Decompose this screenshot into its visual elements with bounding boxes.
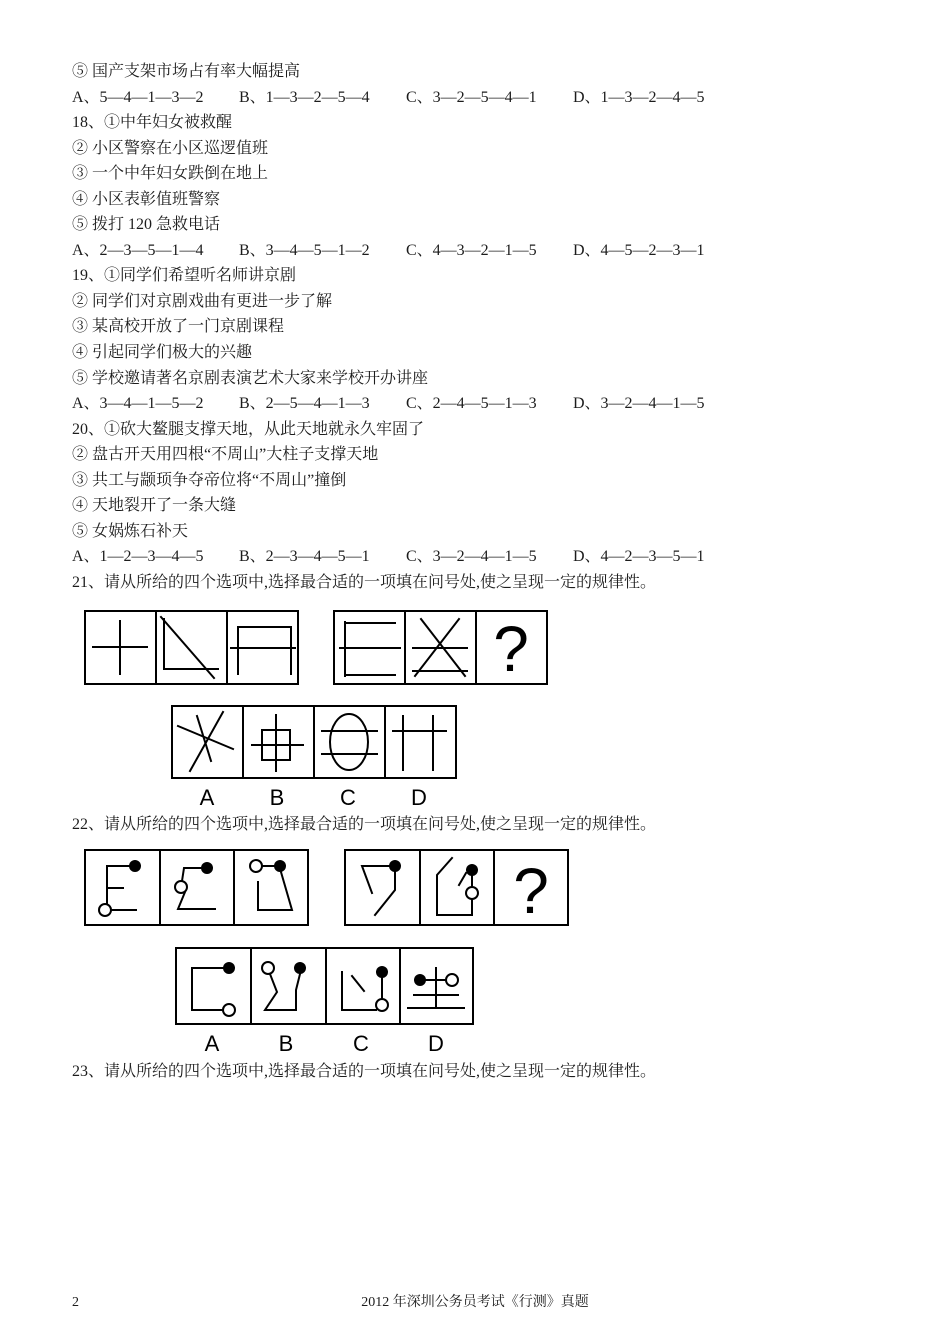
path-stroke — [258, 872, 292, 910]
fig21-question-cell-2 — [161, 617, 218, 678]
q21-stem: 请从所给的四个选项中,选择最合适的一项填在问号处,使之呈现一定的规律性。 — [104, 573, 657, 591]
q18-options — [72, 238, 740, 264]
fig22-option-c — [342, 966, 388, 1011]
fig21-option-a — [178, 712, 233, 771]
fig22-options-frame — [176, 948, 473, 1024]
fig22-question-cell-2 — [175, 862, 215, 909]
path-stroke — [437, 858, 472, 915]
q19-option-c: C、2—4—5—1—3 — [406, 395, 537, 413]
q18-option-b: B、3—4—5—1—2 — [239, 241, 370, 259]
q18-option-d: D、4—5—2—3—1 — [573, 241, 705, 259]
hollow-dot — [446, 974, 458, 986]
prev-option-d: D、1—3—2—4—5 — [573, 88, 705, 106]
path-stroke — [375, 872, 395, 915]
footer-title: 2012 年深圳公务员考试《行测》真题 — [361, 1295, 589, 1310]
hollow-dot — [99, 904, 111, 916]
fig22-question-cell-4 — [362, 860, 401, 915]
q20-item-2: ② 盘古开天用四根“不周山”大柱子支撑天地 — [72, 446, 379, 464]
q19-option-a: A、3—4—1—5—2 — [72, 395, 204, 413]
fig21-question-cell-6 — [493, 613, 529, 685]
q18-item-2: ② 小区警察在小区巡逻值班 — [72, 139, 269, 157]
filled-dot — [414, 974, 426, 986]
prev-question-item-5: ⑤ 国产支架市场占有率大幅提高 — [72, 63, 301, 80]
figure-21 — [0, 600, 950, 815]
q19-item-3: ③ 某高校开放了一门京剧课程 — [72, 318, 285, 336]
diagonal-line — [459, 873, 466, 885]
hollow-dot — [223, 1004, 235, 1016]
fig22-option-label-c: C — [353, 1031, 369, 1056]
q22-stem-line — [72, 812, 656, 838]
fig21-question-cell-1 — [93, 621, 147, 674]
prev-question-options — [72, 85, 740, 111]
fig22-option-a — [192, 962, 235, 1016]
q21-stem-line — [72, 570, 740, 596]
fig21-question-cell-5 — [413, 619, 467, 676]
question-mark: ? — [513, 855, 549, 927]
q19-item-5: ⑤ 学校邀请著名京剧表演艺术大家来学校开办讲座 — [72, 369, 429, 387]
q19-item-1: ①同学们希望听名师讲京剧 — [104, 267, 297, 285]
diagonal-line — [190, 712, 223, 771]
fig21-option-label-c: C — [340, 785, 356, 810]
q18-item-5: ⑤ 拨打 120 急救电话 — [72, 216, 221, 234]
hollow-dot — [250, 860, 262, 872]
fig22-question-cell-5 — [437, 858, 478, 915]
prev-option-a: A、5—4—1—3—2 — [72, 88, 204, 106]
fig22-option-label-b: B — [278, 1031, 294, 1056]
fig22-option-label-a: A — [204, 1031, 220, 1056]
q18-item-1: ①中年妇女被救醒 — [104, 114, 233, 132]
fig21-option-c — [322, 714, 377, 770]
q18-item-3: ③ 一个中年妇女跌倒在地上 — [72, 165, 269, 183]
fig22-option-d — [408, 968, 464, 1008]
filled-dot — [389, 860, 401, 872]
fig21-question-cell-3 — [231, 627, 295, 674]
filled-dot — [376, 966, 388, 978]
fig21-option-d — [393, 716, 446, 770]
fig22-option-label-d: D — [428, 1031, 444, 1056]
filled-dot — [201, 862, 213, 874]
hollow-dot — [376, 999, 388, 1011]
fig22-question-cell-1 — [99, 860, 141, 916]
q19-number: 19、 — [72, 267, 105, 285]
q20-item-4: ④ 天地裂开了一条大缝 — [72, 497, 237, 515]
path-stroke — [192, 968, 223, 1010]
fig21-option-label-b: B — [269, 785, 285, 810]
fig21-option-b — [252, 715, 303, 771]
q19-options — [72, 391, 740, 417]
q22-stem: 请从所给的四个选项中,选择最合适的一项填在问号处,使之呈现一定的规律性。 — [104, 816, 657, 833]
fig22-question-cell-3 — [250, 860, 292, 910]
ellipse — [330, 714, 368, 770]
hollow-dot — [262, 962, 274, 974]
q20-option-d: D、4—2—3—5—1 — [573, 548, 705, 566]
q19-item-4: ④ 引起同学们极大的兴趣 — [72, 344, 253, 362]
hollow-dot — [466, 887, 478, 899]
q19-option-b: B、2—5—4—1—3 — [239, 395, 370, 413]
filled-dot — [274, 860, 286, 872]
q22-stem-block — [72, 812, 656, 838]
fig22-option-b — [262, 962, 306, 1010]
q23-stem-line — [72, 1059, 656, 1085]
q19-item-2: ② 同学们对京剧戏曲有更进一步了解 — [72, 292, 333, 310]
path-stroke — [107, 866, 129, 904]
page-footer — [0, 1293, 950, 1313]
q23-stem: 请从所给的四个选项中,选择最合适的一项填在问号处,使之呈现一定的规律性。 — [104, 1063, 657, 1080]
fig21-question-cell-4 — [340, 622, 400, 676]
q18-item-4: ④ 小区表彰值班警察 — [72, 190, 221, 208]
figure-22 — [0, 840, 950, 1060]
q20-option-c: C、3—2—4—1—5 — [406, 548, 537, 566]
path-stroke — [342, 972, 376, 1010]
path-stroke — [265, 974, 300, 1010]
question-mark: ? — [493, 613, 529, 685]
q20-item-3: ③ 共工与颛顼争夺帝位将“不周山”撞倒 — [72, 471, 347, 489]
fig21-option-label-d: D — [411, 785, 427, 810]
q18-first-line — [72, 110, 740, 136]
q18-option-a: A、2—3—5—1—4 — [72, 241, 204, 259]
diagonal-line — [352, 976, 364, 991]
filled-dot — [129, 860, 141, 872]
q20-option-b: B、2—3—4—5—1 — [239, 548, 370, 566]
filled-dot — [223, 962, 235, 974]
path-stroke — [362, 866, 389, 893]
path-stroke — [178, 892, 215, 909]
filled-dot — [466, 864, 478, 876]
page-number: 2 — [72, 1295, 79, 1310]
q20-item-1: ①砍大鳌腿支撑天地，从此天地就永久牢固了 — [104, 420, 425, 438]
q20-item-5: ⑤ 女娲炼石补天 — [72, 522, 189, 540]
q20-number: 20、 — [72, 420, 105, 438]
q20-first-line — [72, 417, 740, 443]
prev-option-b: B、1—3—2—5—4 — [239, 88, 370, 106]
filled-dot — [294, 962, 306, 974]
q18-number: 18、 — [72, 114, 105, 132]
q20-options — [72, 544, 740, 570]
q19-option-d: D、3—2—4—1—5 — [573, 395, 705, 413]
q18-option-c: C、4—3—2—1—5 — [406, 241, 537, 259]
q19-first-line — [72, 263, 740, 289]
q23-stem-block — [72, 1059, 656, 1085]
q23-number: 23、 — [72, 1063, 105, 1080]
q22-number: 22、 — [72, 816, 105, 833]
questions-text-block — [72, 59, 740, 595]
q21-number: 21、 — [72, 573, 105, 591]
fig21-option-label-a: A — [199, 785, 215, 810]
fig22-question-cell-6 — [513, 855, 549, 927]
prev-option-c: C、3—2—5—4—1 — [406, 88, 537, 106]
path-stroke — [182, 868, 201, 881]
q20-option-a: A、1—2—3—4—5 — [72, 548, 204, 566]
